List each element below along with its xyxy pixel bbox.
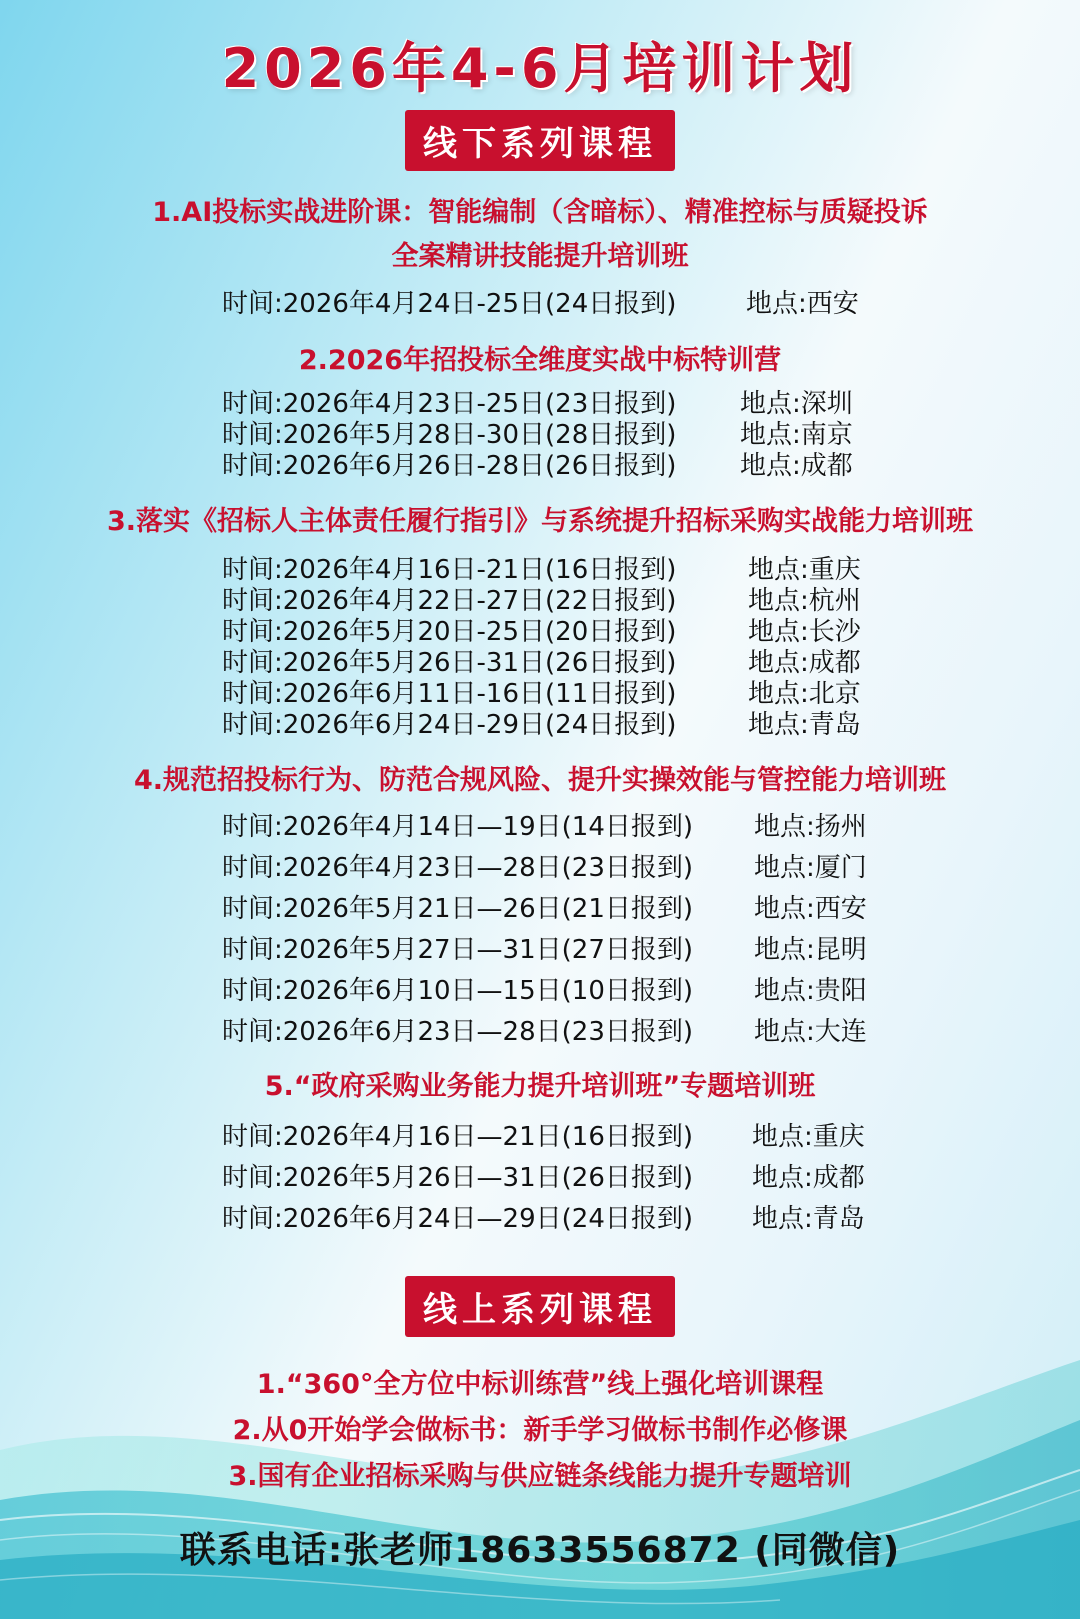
- session-place: 地点:青岛: [748, 710, 861, 740]
- session-time: 时间:2026年5月21日—26日(21日报到): [222, 894, 694, 924]
- session-place: 地点:扬州: [754, 812, 867, 842]
- session-place: 地点:西安: [746, 289, 859, 319]
- session-place: 地点:南京: [740, 420, 853, 450]
- course-1-title-line1: 1.AI投标实战进阶课：智能编制（含暗标）、精准控标与质疑投诉: [152, 197, 928, 228]
- session-time: 时间:2026年4月23日—28日(23日报到): [222, 853, 694, 883]
- session-row: [0, 1198, 1080, 1234]
- session-time: 时间:2026年4月22日-27日(22日报到): [222, 586, 677, 616]
- session-time: 时间:2026年4月14日—19日(14日报到): [222, 812, 694, 842]
- session-place: 地点:北京: [748, 679, 861, 709]
- session-time: 时间:2026年5月28日-30日(28日报到): [222, 420, 677, 450]
- session-row: [0, 673, 1080, 709]
- session-time: 时间:2026年5月27日—31日(27日报到): [222, 935, 694, 965]
- online-banner: 线上系列课程: [405, 1276, 675, 1337]
- session-row: [0, 1116, 1080, 1152]
- session-row: [0, 847, 1080, 883]
- session-place: 地点:青岛: [752, 1204, 865, 1234]
- session-time: 时间:2026年6月11日-16日(11日报到): [222, 679, 677, 709]
- session-place: 地点:深圳: [740, 389, 853, 419]
- course-1-title-line2: 全案精讲技能提升培训班: [391, 241, 689, 272]
- session-row: [0, 611, 1080, 647]
- session-row: [0, 580, 1080, 616]
- course-3-title: 3.落实《招标人主体责任履行指引》与系统提升招标采购实战能力培训班: [106, 506, 974, 537]
- online-banner-wrap: [0, 1276, 1080, 1337]
- online-course-1: 1.“360°全方位中标训练营”线上强化培训课程: [256, 1369, 824, 1400]
- session-time: 时间:2026年4月16日-21日(16日报到): [222, 555, 677, 585]
- session-time: 时间:2026年6月24日—29日(24日报到): [222, 1204, 694, 1234]
- session-time: 时间:2026年6月26日-28日(26日报到): [222, 451, 677, 481]
- session-row: [0, 970, 1080, 1006]
- session-time: 时间:2026年4月23日-25日(23日报到): [222, 389, 677, 419]
- page-title: 2026年4-6月培训计划: [221, 37, 859, 100]
- session-place: 地点:杭州: [748, 586, 861, 616]
- offline-banner: 线下系列课程: [405, 110, 675, 171]
- course-4-title: 4.规范招投标行为、防范合规风险、提升实操效能与管控能力培训班: [133, 765, 947, 796]
- session-row: [0, 642, 1080, 678]
- session-place: 地点:厦门: [754, 853, 867, 883]
- session-time: 时间:2026年6月24日-29日(24日报到): [222, 710, 677, 740]
- session-row: [0, 283, 1080, 319]
- session-row: [0, 1157, 1080, 1193]
- session-place: 地点:重庆: [748, 555, 861, 585]
- session-row: [0, 383, 1080, 419]
- session-row: [0, 888, 1080, 924]
- session-time: 时间:2026年6月10日—15日(10日报到): [222, 976, 694, 1006]
- session-time: 时间:2026年5月26日-31日(26日报到): [222, 648, 677, 678]
- session-row: [0, 445, 1080, 481]
- session-row: [0, 929, 1080, 965]
- session-place: 地点:大连: [754, 1017, 867, 1047]
- session-row: [0, 806, 1080, 842]
- session-row: [0, 549, 1080, 585]
- session-row: [0, 414, 1080, 450]
- session-place: 地点:重庆: [752, 1122, 865, 1152]
- session-place: 地点:成都: [752, 1163, 865, 1193]
- session-time: 时间:2026年6月23日—28日(23日报到): [222, 1017, 694, 1047]
- offline-banner-wrap: [0, 110, 1080, 171]
- session-place: 地点:成都: [748, 648, 861, 678]
- session-place: 地点:西安: [754, 894, 867, 924]
- session-place: 地点:昆明: [754, 935, 867, 965]
- session-place: 地点:长沙: [748, 617, 861, 647]
- online-course-3: 3.国有企业招标采购与供应链条线能力提升专题培训: [228, 1461, 852, 1492]
- session-place: 地点:贵阳: [754, 976, 867, 1006]
- course-5-title: 5.“政府采购业务能力提升培训班”专题培训班: [264, 1071, 816, 1102]
- session-place: 地点:成都: [740, 451, 853, 481]
- online-course-2: 2.从0开始学会做标书：新手学习做标书制作必修课: [232, 1415, 848, 1446]
- session-time: 时间:2026年5月26日—31日(26日报到): [222, 1163, 694, 1193]
- session-time: 时间:2026年4月16日—21日(16日报到): [222, 1122, 694, 1152]
- contact-phone: 联系电话:张老师18633556872 (同微信): [179, 1530, 901, 1571]
- session-row: [0, 704, 1080, 740]
- session-time: 时间:2026年4月24日-25日(24日报到): [222, 289, 677, 319]
- session-time: 时间:2026年5月20日-25日(20日报到): [222, 617, 677, 647]
- session-row: [0, 1011, 1080, 1047]
- course-2-title: 2.2026年招投标全维度实战中标特训营: [298, 345, 782, 376]
